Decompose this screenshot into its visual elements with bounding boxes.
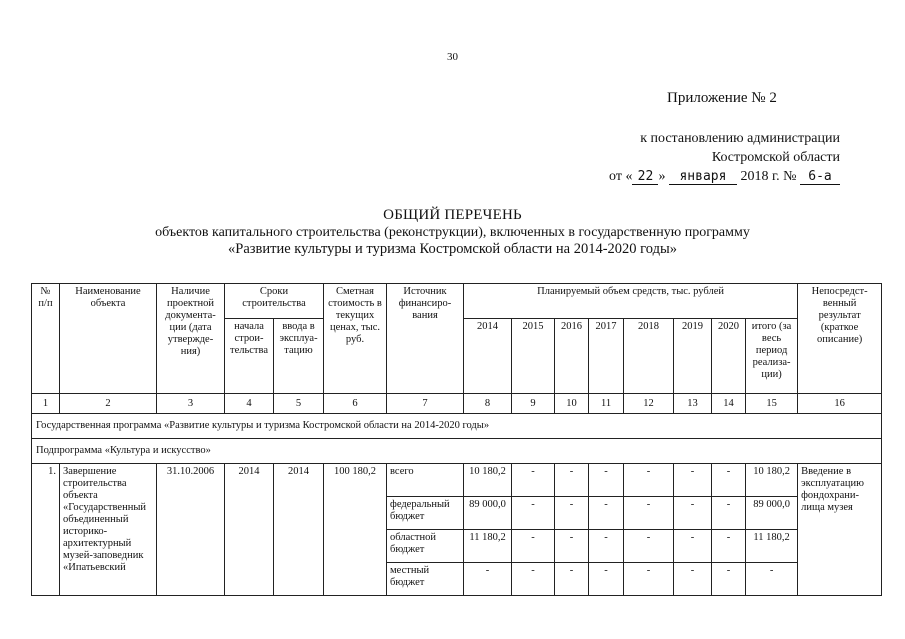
decree-number: 6-а (800, 170, 840, 185)
value-cell: - (674, 464, 712, 497)
column-number: 4 (225, 394, 274, 414)
value-cell: - (674, 497, 712, 530)
column-number: 10 (555, 394, 589, 414)
header-year: 2014 (464, 319, 512, 394)
object-start: 2014 (225, 464, 274, 596)
header-num: № п/п (32, 284, 60, 394)
decree-mid: » (658, 169, 666, 184)
decree-date-line (600, 167, 840, 186)
value-cell: - (624, 497, 674, 530)
value-cell: - (589, 563, 624, 596)
column-number: 9 (512, 394, 555, 414)
value-cell: - (712, 464, 746, 497)
header-source: Источник финансиро-вания (387, 284, 464, 394)
column-number-row (32, 394, 882, 414)
value-cell: - (512, 530, 555, 563)
source-cell: всего (387, 464, 464, 497)
decree-line-1: к постановлению администрации (640, 131, 840, 146)
column-number: 12 (624, 394, 674, 414)
capital-objects-table (31, 283, 882, 596)
subprogram-title: Подпрограмма «Культура и искусство» (32, 439, 882, 464)
object-num: 1. (32, 464, 60, 596)
source-cell: областной бюджет (387, 530, 464, 563)
header-terms: Сроки строительства (225, 284, 324, 319)
header-year: 2017 (589, 319, 624, 394)
total-cell: 11 180,2 (746, 530, 798, 563)
decree-year: 2018 г. № (740, 169, 797, 184)
value-cell: - (512, 497, 555, 530)
object-doc-date: 31.10.2006 (157, 464, 225, 596)
decree-prefix: от « (609, 169, 633, 184)
column-number: 3 (157, 394, 225, 414)
value-cell: 10 180,2 (464, 464, 512, 497)
value-cell: - (464, 563, 512, 596)
value-cell: - (589, 464, 624, 497)
header-docs: Наличие проектной документа-ции (дата утвержде-ния) (157, 284, 225, 394)
value-cell: - (712, 497, 746, 530)
object-row-total (32, 464, 882, 497)
object-name: Завершение строительства объекта «Государственный объединенный историко-архитектурный музей-заповедник «Ипатьевский (60, 464, 157, 596)
column-number: 14 (712, 394, 746, 414)
appendix-label: Приложение № 2 (667, 90, 777, 106)
header-year: 2019 (674, 319, 712, 394)
program-title: Государственная программа «Развитие культуры и туризма Костромской области на 2014-2020 годы» (32, 414, 882, 439)
source-cell: федеральный бюджет (387, 497, 464, 530)
header-year: 2016 (555, 319, 589, 394)
value-cell: 89 000,0 (464, 497, 512, 530)
column-number: 13 (674, 394, 712, 414)
total-cell: - (746, 563, 798, 596)
value-cell: - (589, 497, 624, 530)
column-number: 2 (60, 394, 157, 414)
document-title (0, 207, 905, 258)
subprogram-row (32, 439, 882, 464)
value-cell: - (624, 464, 674, 497)
total-cell: 89 000,0 (746, 497, 798, 530)
value-cell: - (624, 563, 674, 596)
object-commission: 2014 (274, 464, 324, 596)
header-year: 2018 (624, 319, 674, 394)
column-number: 7 (387, 394, 464, 414)
title-line-1: ОБЩИЙ ПЕРЕЧЕНЬ (383, 207, 522, 223)
value-cell: 11 180,2 (464, 530, 512, 563)
header-row-1 (32, 284, 882, 319)
decree-month: января (669, 170, 737, 185)
value-cell: - (674, 563, 712, 596)
column-number: 1 (32, 394, 60, 414)
decree-day: 22 (632, 170, 658, 185)
page-number: 30 (447, 51, 458, 63)
value-cell: - (589, 530, 624, 563)
title-line-2: объектов капитального строительства (реконструкции), включенных в государственную программу (155, 225, 750, 240)
header-name: Наименование объекта (60, 284, 157, 394)
header-start: начала строи-тельства (225, 319, 274, 394)
title-line-3: «Развитие культуры и туризма Костромской области на 2014-2020 годы» (228, 241, 677, 257)
column-number: 8 (464, 394, 512, 414)
object-cost: 100 180,2 (324, 464, 387, 596)
program-row (32, 414, 882, 439)
column-number: 6 (324, 394, 387, 414)
object-result: Введение в эксплуатацию фондохрани-лища музея (798, 464, 882, 596)
header-planned: Планируемый объем средств, тыс. рублей (464, 284, 798, 319)
value-cell: - (555, 563, 589, 596)
decree-line-2: Костромской области (711, 150, 840, 165)
column-number: 15 (746, 394, 798, 414)
value-cell: - (555, 530, 589, 563)
value-cell: - (624, 530, 674, 563)
column-number: 16 (798, 394, 882, 414)
column-number: 11 (589, 394, 624, 414)
total-cell: 10 180,2 (746, 464, 798, 497)
value-cell: - (555, 464, 589, 497)
value-cell: - (512, 563, 555, 596)
column-number: 5 (274, 394, 324, 414)
value-cell: - (674, 530, 712, 563)
decree-reference (600, 129, 840, 186)
header-result: Непосредст-венный результат (краткое описание) (798, 284, 882, 394)
header-cost: Сметная стоимость в текущих ценах, тыс. руб. (324, 284, 387, 394)
source-cell: местный бюджет (387, 563, 464, 596)
value-cell: - (712, 530, 746, 563)
header-year: 2020 (712, 319, 746, 394)
value-cell: - (712, 563, 746, 596)
value-cell: - (555, 497, 589, 530)
header-commission: ввода в эксплуа-тацию (274, 319, 324, 394)
value-cell: - (512, 464, 555, 497)
header-year: 2015 (512, 319, 555, 394)
header-total: итого (за весь период реализа-ции) (746, 319, 798, 394)
